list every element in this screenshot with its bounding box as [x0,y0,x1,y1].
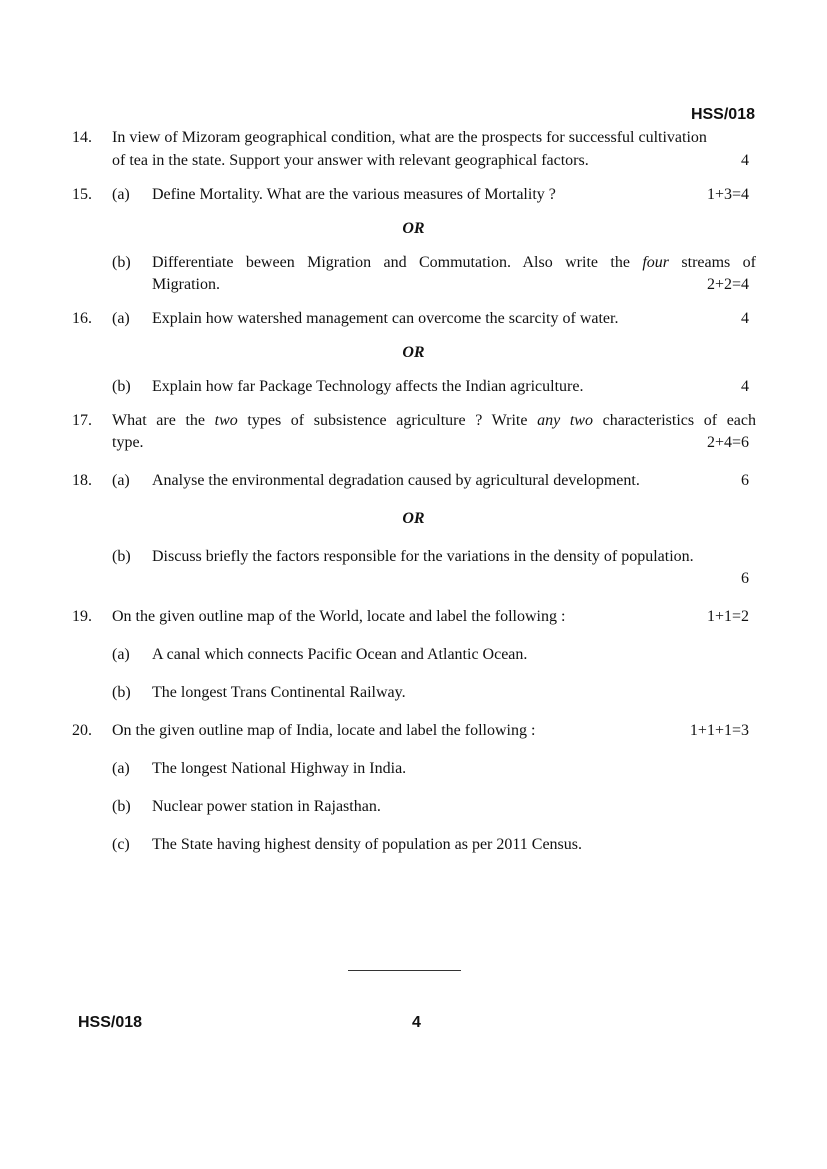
q18b-label: (b) [112,548,131,565]
q14-number: 14. [72,129,92,146]
q20-text: On the given outline map of India, locate and label the following : [112,722,536,739]
q20b-text: Nuclear power station in Rajasthan. [152,798,381,815]
q20a-label: (a) [112,760,130,777]
q20c-text: The State having highest density of population as per 2011 Census. [152,836,583,853]
q15-or: OR [402,220,425,237]
q19b-text: The longest Trans Continental Railway. [152,684,406,701]
q17-text-line1: What are the two types of subsistence agriculture ? Write any two characteristics of each [112,412,756,429]
q19-number: 19. [72,608,92,625]
q20b-label: (b) [112,798,131,815]
q20a-text: The longest National Highway in India. [152,760,407,777]
q15b-label: (b) [112,254,131,271]
q20c-label: (c) [112,836,130,853]
q18b-text: Discuss briefly the factors responsible for the variations in the density of population. [152,548,694,565]
q15b-text-line1: Differentiate beween Migration and Commutation. Also write the four streams of [152,254,757,271]
q18a-label: (a) [112,472,130,489]
q20-marks: 1+1+1=3 [689,722,749,739]
q18a-marks: 6 [741,472,749,489]
q15a-label: (a) [112,186,130,203]
q16b-label: (b) [112,378,131,395]
q16b-text: Explain how far Package Technology affects the Indian agriculture. [152,378,584,395]
q16b-marks: 4 [741,378,749,395]
q15b-text-line2: Migration. [152,276,220,293]
q18b-marks: 6 [741,570,749,587]
q15b-marks: 2+2=4 [706,276,749,293]
end-rule [348,970,461,971]
q20-number: 20. [72,722,92,739]
q17-text-line2: type. [112,434,144,451]
q17-number: 17. [72,412,92,429]
q19-text: On the given outline map of the World, locate and label the following : [112,608,566,625]
q16a-label: (a) [112,310,130,327]
q19-marks: 1+1=2 [706,608,749,625]
q16a-marks: 4 [741,310,749,327]
q19a-label: (a) [112,646,130,663]
q18-number: 18. [72,472,92,489]
q18a-text: Analyse the environmental degradation caused by agricultural development. [152,472,640,489]
q14-text-line1: In view of Mizoram geographical condition, what are the prospects for successful cultivation [112,129,707,146]
q18-or: OR [402,510,425,527]
q19b-label: (b) [112,684,131,701]
q16a-text: Explain how watershed management can overcome the scarcity of water. [152,310,619,327]
q15a-marks: 1+3=4 [706,186,749,203]
q17-marks: 2+4=6 [706,434,749,451]
page-number: 4 [412,1014,421,1031]
header-code: HSS/018 [690,106,755,123]
q19a-text: A canal which connects Pacific Ocean and Atlantic Ocean. [152,646,528,663]
q15a-text: Define Mortality. What are the various measures of Mortality ? [152,186,556,203]
q15-number: 15. [72,186,92,203]
q16-or: OR [402,344,425,361]
q14-text-line2: of tea in the state. Support your answer with relevant geographical factors. [112,152,589,169]
footer-code: HSS/018 [78,1014,143,1031]
q16-number: 16. [72,310,92,327]
q14-marks: 4 [741,152,749,169]
